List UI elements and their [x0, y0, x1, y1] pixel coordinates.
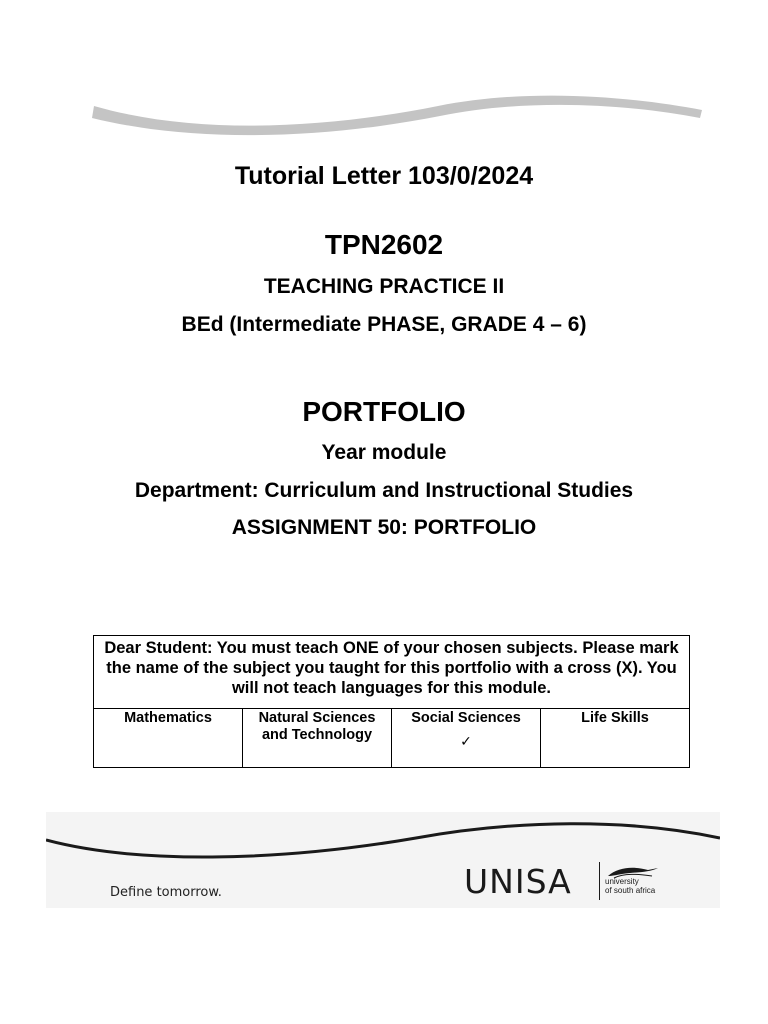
footer-tagline: Define tomorrow. [110, 885, 222, 900]
subject-cell-mathematics[interactable] [94, 709, 243, 768]
tutorial-letter-title: Tutorial Letter 103/0/2024 [234, 162, 534, 190]
checkmark-icon: ✓ [460, 734, 472, 750]
qualification: BEd (Intermediate PHASE, GRADE 4 – 6) [181, 313, 587, 336]
subject-selection-table [93, 635, 690, 768]
logo-divider [599, 862, 600, 900]
subject-cell-life-skills[interactable] [541, 709, 690, 768]
decorative-swoosh-top [88, 82, 708, 142]
subjects-row [94, 709, 690, 768]
footer-banner [46, 812, 720, 908]
module-type: Year module [321, 441, 447, 464]
subject-cell-social-sciences[interactable] [392, 709, 541, 768]
assignment-title: ASSIGNMENT 50: PORTFOLIO [231, 516, 537, 539]
subject-label: Natural Sciences and Technology [258, 710, 376, 743]
course-code: TPN2602 [324, 229, 444, 260]
subject-label: Life Skills [581, 710, 649, 726]
instruction-text: Dear Student: You must teach ONE of your chosen subjects. Please mark the name of the subject you taught for this portfolio with a cross (X). You will not teach languages for this module. [94, 636, 690, 709]
department: Department: Curriculum and Instructional Studies [134, 479, 634, 502]
subject-label: Social Sciences [411, 710, 521, 726]
logo-sub-line2: of south africa [605, 885, 656, 895]
logo-sub-line1: university [605, 877, 639, 886]
instruction-row [94, 636, 690, 709]
course-name: TEACHING PRACTICE II [263, 275, 505, 298]
logo-wordmark: UNISA [464, 862, 572, 901]
subject-cell-natural-sciences[interactable] [243, 709, 392, 768]
portfolio-heading: PORTFOLIO [302, 396, 466, 427]
logo-subtitle [605, 878, 655, 895]
subject-label: Mathematics [124, 710, 212, 726]
